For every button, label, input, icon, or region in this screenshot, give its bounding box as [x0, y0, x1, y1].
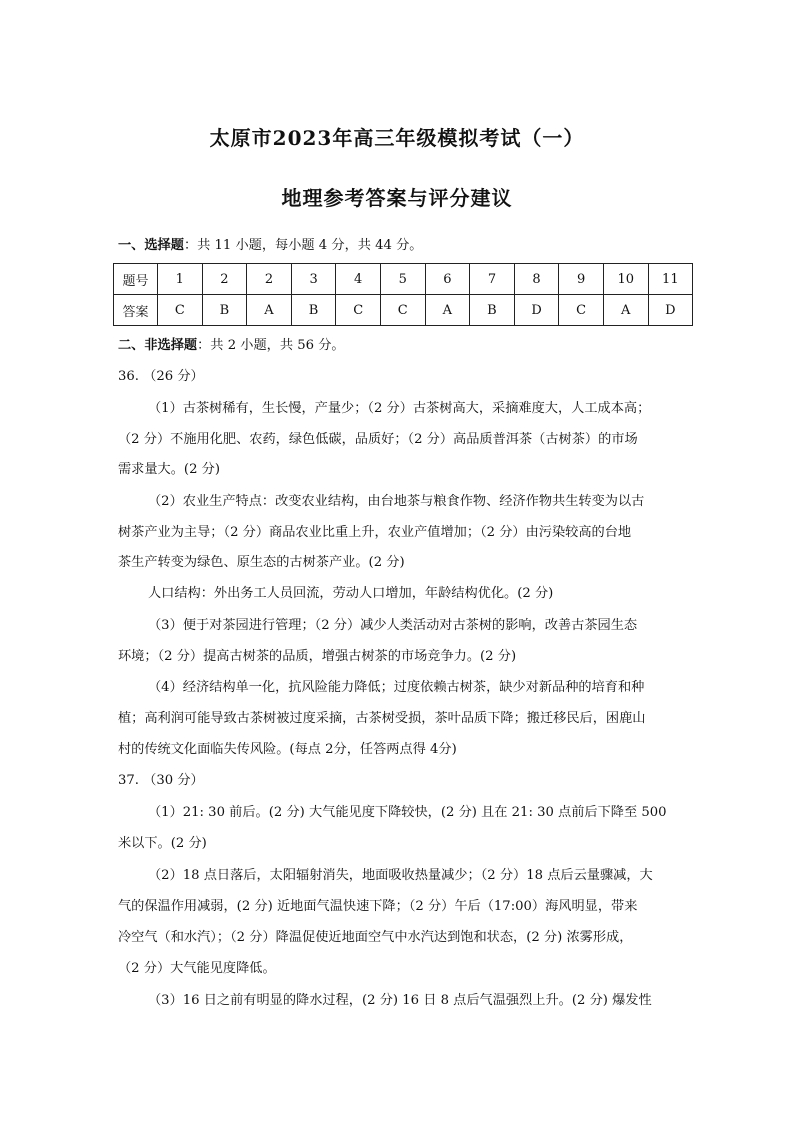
text-line: 树茶产业为主导；（2 分）商品农业比重上升，农业产值增加；（2 分）由污染较高的台地	[118, 525, 632, 540]
table-cell-number: 10	[603, 264, 648, 295]
text-line: （2 分）不施用化肥、农药，绿色低碳，品质好；（2 分）高品质普洱茶（古树茶）的市场	[118, 432, 638, 447]
table-cell-answer: C	[559, 295, 604, 326]
table-cell-answer: B	[202, 295, 247, 326]
section-1-desc: ：共 11 小题，每小题 4 分，共 44 分。	[183, 238, 423, 253]
text-line: （1）古茶树稀有，生长慢，产量少；（2 分）古茶树高大，采摘难度大，人工成本高；	[148, 401, 651, 416]
text-line: 气的保温作用减弱，(2 分) 近地面气温快速下降；（2 分）午后（17:00）海风明显，带来	[118, 899, 638, 914]
table-cell-number: 8	[514, 264, 559, 295]
text-line: （2）农业生产特点：改变农业结构，由台地茶与粮食作物、经济作物共生转变为以古	[148, 494, 645, 509]
text-line: 米以下。(2 分)	[118, 836, 207, 851]
text-line: 人口结构：外出务工人员回流，劳动人口增加，年龄结构优化。(2 分)	[148, 586, 554, 601]
table-cell-number: 3	[291, 264, 336, 295]
table-cell-number: 1	[158, 264, 203, 295]
table-row-answers	[114, 295, 693, 326]
text-line: （4）经济结构单一化，抗风险能力降低；过度依赖古树茶，缺少对新品种的培育和种	[148, 680, 645, 695]
table-cell-answer: A	[603, 295, 648, 326]
text-line: 村的传统文化面临失传风险。(每点 2分，任答两点得 4分)	[118, 742, 457, 757]
table-row-numbers	[114, 264, 693, 295]
text-line: 冷空气（和水汽）；（2 分）降温促使近地面空气中水汽达到饱和状态，(2 分) 浓雾形成，	[118, 930, 633, 945]
text-line: （2）18 点日落后，太阳辐射消失，地面吸收热量减少；（2 分）18 点后云量骤减，大	[148, 868, 653, 883]
table-cell-number: 6	[425, 264, 470, 295]
q37-heading: 37. （30 分）	[118, 773, 204, 788]
table-cell-number: 11	[648, 264, 693, 295]
page-title: 太原市2023年高三年级模拟考试（一）	[209, 126, 585, 150]
table-cell-number: 5	[380, 264, 425, 295]
answer-table	[113, 263, 693, 326]
text-line: 环境；（2 分）提高古树茶的品质，增强古树茶的市场竞争力。(2 分)	[118, 649, 517, 664]
section-1-heading	[118, 236, 680, 256]
table-cell-answer: C	[336, 295, 381, 326]
table-cell-answer: B	[470, 295, 515, 326]
text-line: 植；高利润可能导致古茶树被过度采摘，古茶树受损，茶叶品质下降；搬迁移民后，困鹿山	[118, 711, 646, 726]
text-line: （3）便于对茶园进行管理；（2 分）减少人类活动对古茶树的影响，改善古茶园生态	[148, 618, 638, 633]
table-cell-number: 7	[470, 264, 515, 295]
text-line: 茶生产转变为绿色、原生态的古树茶产业。(2 分)	[118, 555, 405, 570]
text-line: （2 分）大气能见度降低。	[118, 961, 276, 976]
section-2-heading	[118, 336, 680, 356]
table-cell-answer: A	[247, 295, 292, 326]
q36-heading: 36. （26 分）	[118, 369, 204, 384]
table-cell-answer: C	[380, 295, 425, 326]
table-cell-number: 2	[247, 264, 292, 295]
table-cell-answer: D	[514, 295, 559, 326]
table-cell-number: 2	[202, 264, 247, 295]
page-subtitle: 地理参考答案与评分建议	[281, 186, 513, 210]
text-line: 需求量大。(2 分)	[118, 462, 220, 477]
table-cell-number: 9	[559, 264, 604, 295]
table-cell-number: 4	[336, 264, 381, 295]
text-line: （3）16 日之前有明显的降水过程，(2 分) 16 日 8 点后气温强烈上升。(2 分) 爆发性	[148, 993, 652, 1008]
table-cell-answer: D	[648, 295, 693, 326]
table-header-answer: 答案	[114, 295, 158, 326]
section-2-desc: ：共 2 小题，共 56 分。	[197, 338, 345, 353]
table-cell-answer: C	[158, 295, 203, 326]
section-2-label: 二、非选择题	[118, 338, 198, 353]
table-cell-answer: B	[291, 295, 336, 326]
table-header-number: 题号	[114, 264, 158, 295]
section-1-label: 一、选择题	[118, 238, 184, 253]
text-line: （1）21: 30 前后。(2 分) 大气能见度下降较快，(2 分) 且在 21: 30 点前后下降至 500	[148, 805, 667, 820]
table-cell-answer: A	[425, 295, 470, 326]
